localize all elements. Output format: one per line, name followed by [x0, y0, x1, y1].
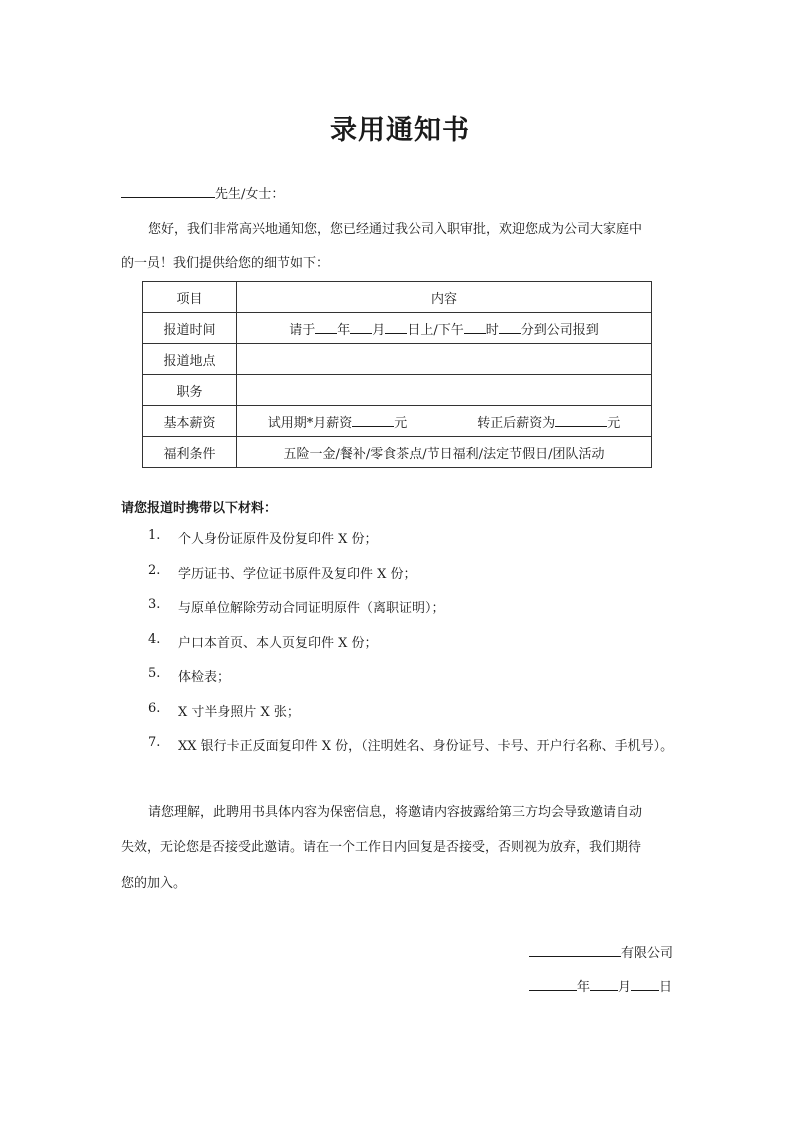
table-row-report-place	[143, 344, 652, 375]
sign-year-label: 年	[577, 980, 591, 995]
benefits-value: 五险一金/餐补/零食茶点/节日福利/法定节假日/团队活动	[237, 437, 652, 468]
list-item-number: 2.	[148, 562, 161, 578]
regular-salary-blank	[555, 414, 607, 427]
list-item-text: XX 银行卡正反面复印件 X 份，（注明姓名、身份证号、卡号、开户行名称、手机号）。	[178, 739, 674, 754]
list-item	[148, 666, 708, 701]
intro-line-1: 您好，我们非常高兴地通知您，您已经通过我公司入职审批，欢迎您成为公司大家庭中	[148, 222, 643, 237]
list-item	[148, 597, 708, 632]
signature-company	[529, 942, 673, 961]
company-suffix: 有限公司	[621, 946, 674, 961]
probation-salary-blank	[352, 414, 394, 427]
regular-salary-text: 转正后薪资为	[477, 415, 556, 431]
details-table	[142, 281, 652, 468]
list-item-number: 5.	[148, 666, 161, 681]
sign-year-blank	[529, 978, 577, 991]
table-row-report-time	[143, 313, 652, 344]
table-row-benefits	[143, 437, 652, 468]
report-time-label: 报道时间	[143, 313, 237, 344]
list-item-text: 体检表；	[178, 670, 231, 685]
salutation-text: 先生/女士：	[215, 187, 285, 202]
table-row-position	[143, 375, 652, 406]
header-item: 项目	[143, 282, 237, 313]
probation-salary-unit: 元	[394, 415, 408, 431]
probation-salary-text: 试用期*月薪资	[267, 415, 353, 431]
list-item	[148, 632, 708, 667]
report-time-text-4: 日上/下午	[407, 322, 464, 338]
report-time-text-2: 年	[337, 322, 351, 338]
list-item	[148, 528, 708, 563]
position-value	[237, 375, 652, 406]
list-item-number: 6.	[148, 700, 161, 716]
list-item-number: 3.	[148, 597, 161, 612]
hour-blank	[464, 321, 486, 334]
list-item-number: 7.	[148, 735, 161, 750]
sign-month-blank	[590, 978, 618, 991]
month-blank	[350, 321, 372, 334]
signature-date	[529, 976, 672, 995]
list-item-text: X 寸半身照片 X 张；	[178, 704, 300, 720]
report-place-label: 报道地点	[143, 344, 237, 375]
benefits-label: 福利条件	[143, 437, 237, 468]
report-time-text-3: 月	[372, 322, 386, 338]
list-item-number: 4.	[148, 631, 161, 647]
page-title: 录用通知书	[330, 115, 470, 146]
sign-day-label: 日	[659, 980, 673, 995]
closing-line-3: 您的加入。	[121, 876, 187, 891]
closing-line-1: 请您理解，此聘用书具体内容为保密信息，将邀请内容披露给第三方均会导致邀请自动	[148, 805, 643, 820]
regular-salary-unit: 元	[607, 415, 621, 431]
list-item	[148, 701, 708, 736]
list-item-text: 户口本首页、本人页复印件 X 份；	[178, 635, 378, 651]
report-time-text-5: 时	[485, 322, 499, 338]
list-item-text: 与原单位解除劳动合同证明原件（离职证明）；	[178, 601, 445, 616]
company-name-blank	[529, 944, 621, 957]
report-place-value	[237, 344, 652, 375]
position-label: 职务	[143, 375, 237, 406]
closing-line-2: 失效，无论您是否接受此邀请。请在一个工作日内回复是否接受，否则视为放弃，我们期待	[121, 840, 642, 855]
year-blank	[315, 321, 337, 334]
list-item-text: 学历证书、学位证书原件及复印件 X 份；	[178, 566, 417, 582]
day-blank	[385, 321, 407, 334]
list-item-text: 个人身份证原件及份复印件 X 份；	[178, 532, 378, 547]
report-time-value	[237, 313, 652, 344]
sign-month-label: 月	[618, 980, 632, 995]
materials-list	[148, 528, 708, 770]
report-time-text-1: 请于	[289, 322, 316, 338]
sign-day-blank	[631, 978, 659, 991]
list-item	[148, 563, 708, 598]
name-blank	[121, 185, 215, 198]
intro-line-2: 的一员！我们提供给您的细节如下：	[121, 256, 330, 271]
list-item	[148, 735, 708, 770]
report-time-text-6: 分到公司报到	[520, 322, 599, 338]
table-row-salary	[143, 406, 652, 437]
table-header-row	[143, 282, 652, 313]
salary-label: 基本薪资	[143, 406, 237, 437]
salary-value	[237, 406, 652, 437]
header-content: 内容	[237, 282, 652, 313]
materials-title: 请您报道时携带以下材料：	[121, 501, 278, 516]
minute-blank	[499, 321, 521, 334]
salutation-line	[121, 183, 284, 202]
list-item-number: 1.	[148, 528, 161, 543]
